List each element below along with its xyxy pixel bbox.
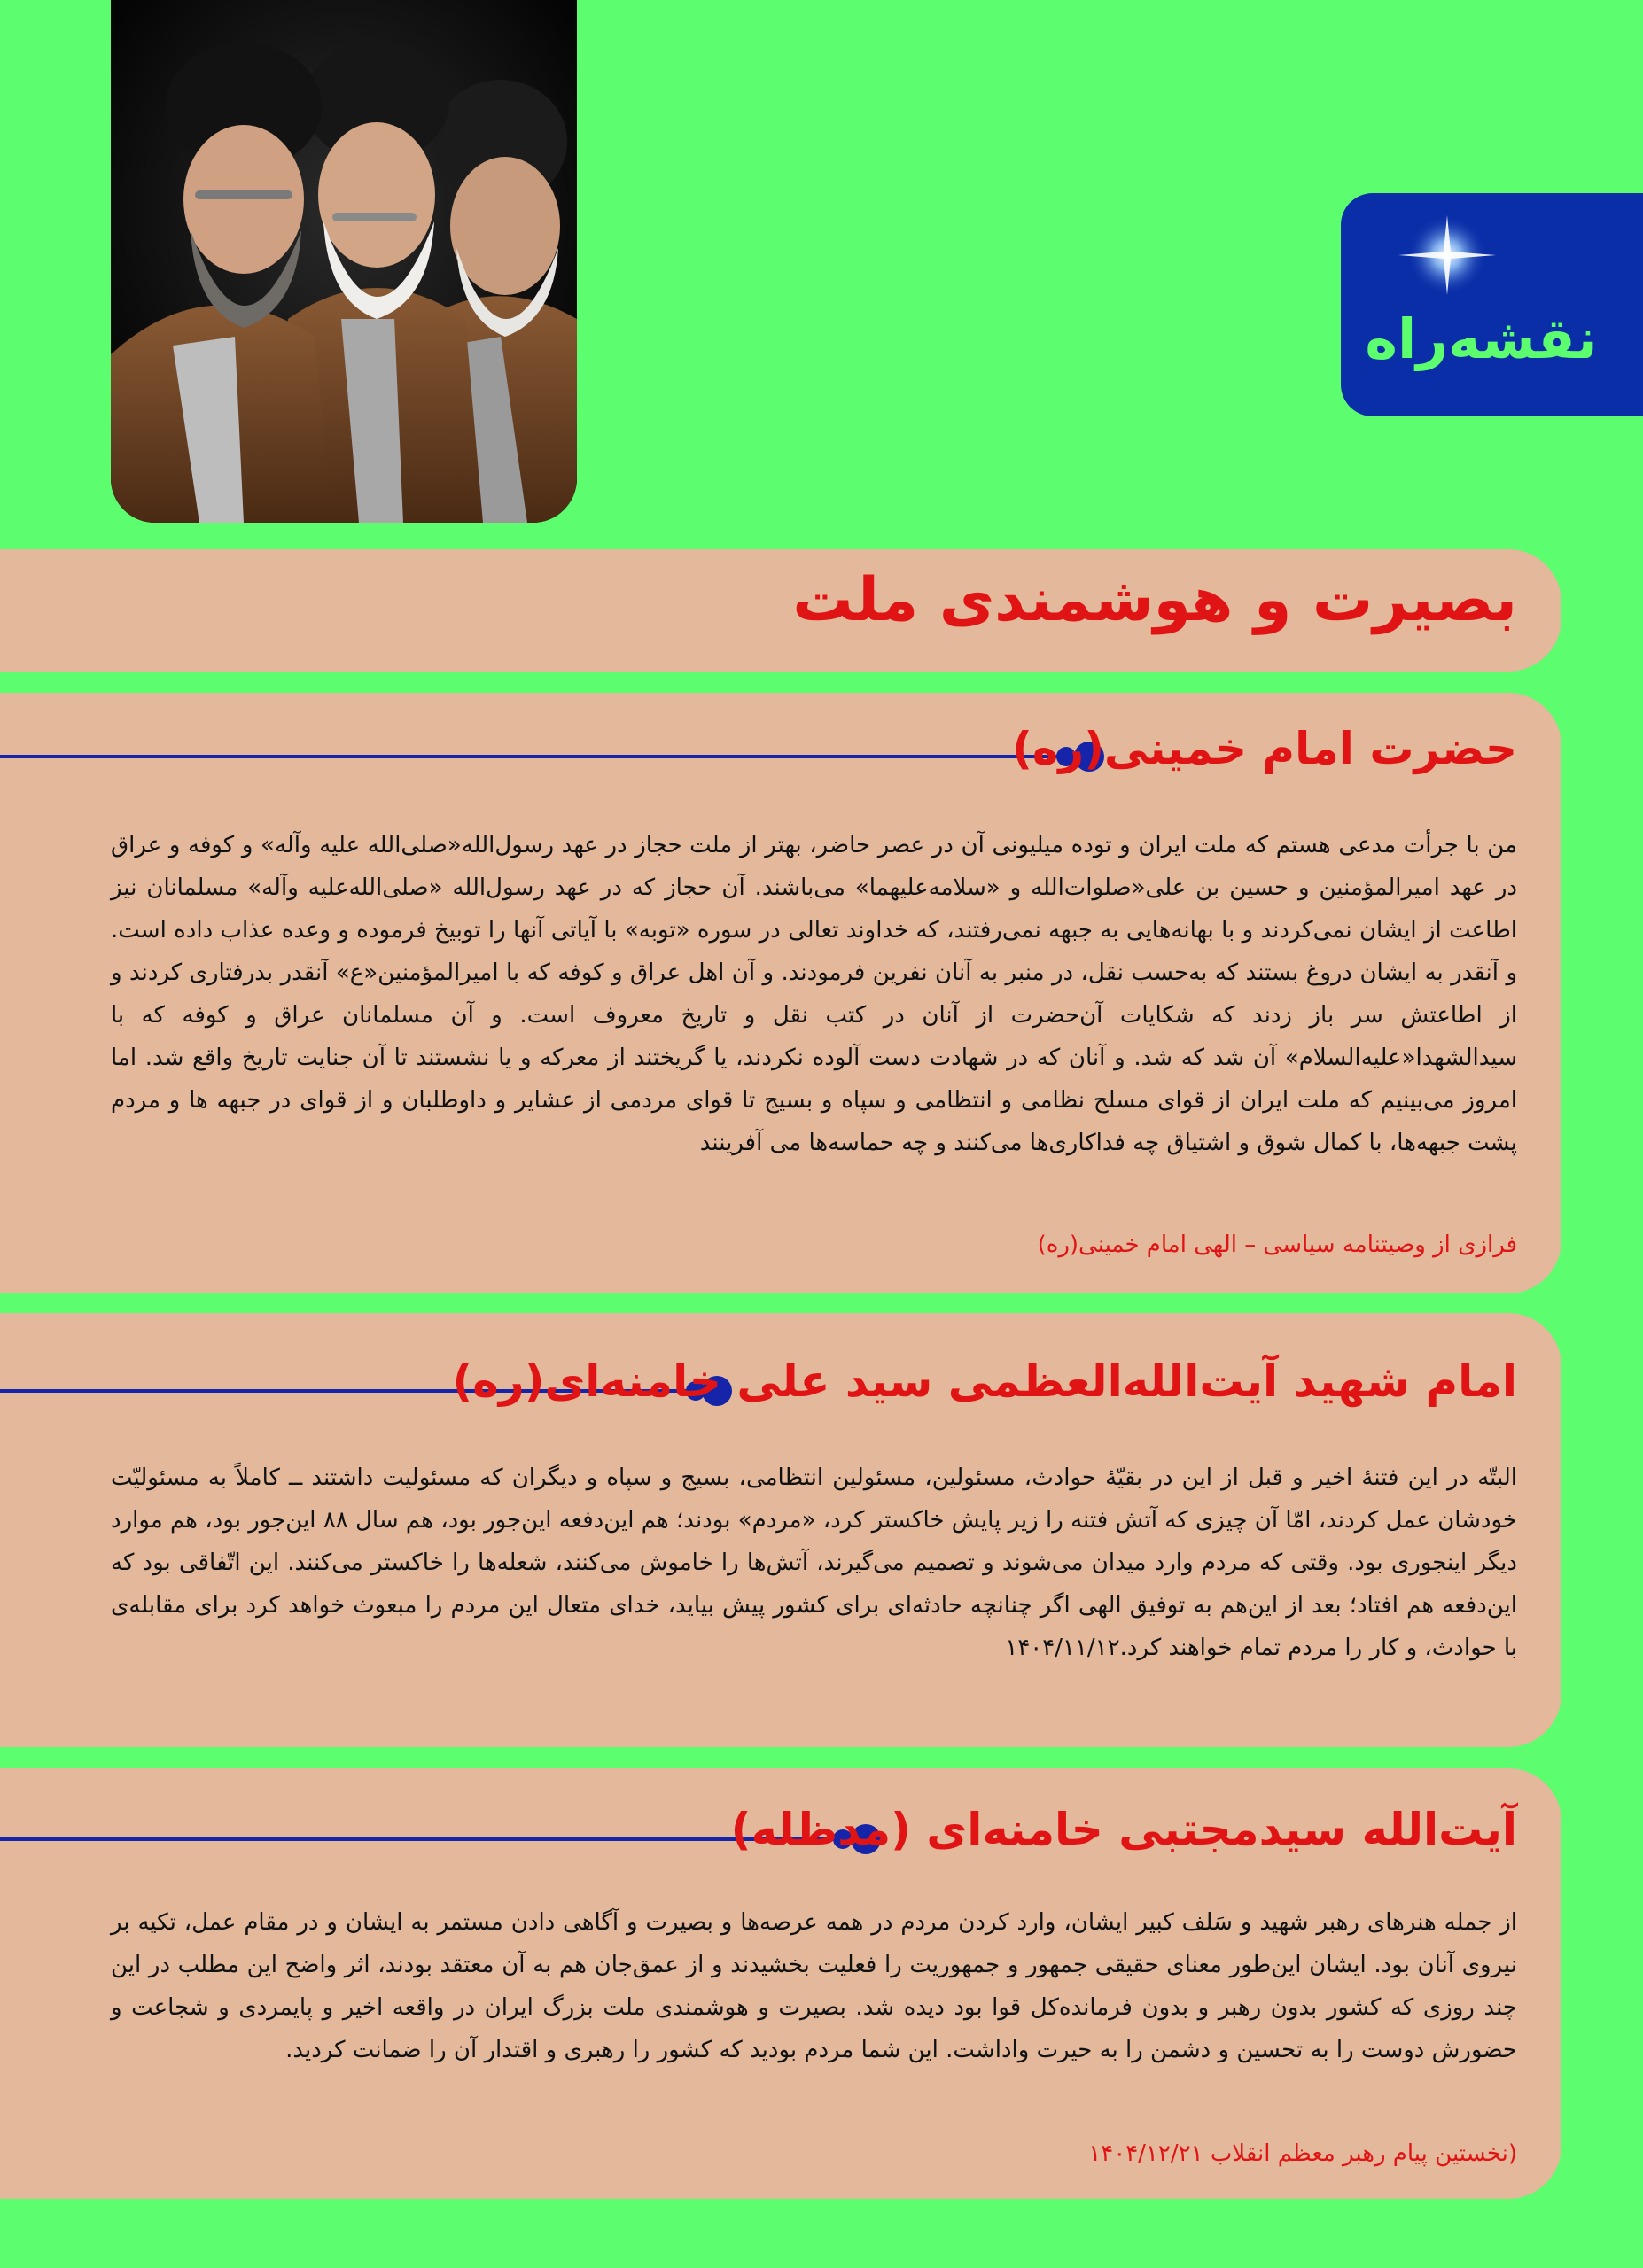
section-heading-row xyxy=(0,1313,1561,1419)
section-heading: امام شهید آیت‌الله‌العظمی سید علی خامنه‌ای(ره) xyxy=(452,1355,1517,1407)
badge-label: نقشه‌راه xyxy=(1365,307,1598,371)
section-heading: حضرت امام خمینی(ره) xyxy=(1012,723,1517,774)
heading-line xyxy=(0,755,1081,758)
section-khamenei xyxy=(0,1313,1561,1747)
section-body: البتّه در این فتنهٔ اخیر و قبل از این در بقیّهٔ حوادث، مسئولین، مسئولین انتظامی، بسیج و سپاه و دیگران که مسئولیت داشتند ــ کاملاً به مسئولیّت خودشان عمل کردند، امّا آن چیزی که آتش فتنه را زیر پایش خاکستر کرد، «مردم» بودند؛ هم این‌دفعه این‌جور بود، هم سال ۸۸ این‌جور بود، هم موارد دیگر اینجوری بود. وقتی که مردم وارد میدان می‌شوند و تصمیم می‌گیرند، آتش‌ها را خاموش می‌کنند، شعله‌ها را خاکستر می‌کنند. این اتّفاقی بود که این‌دفعه هم افتاد؛ بعد از این‌هم به توفیق الهی اگر چنانچه حادثه‌ای برای کشور پیش بیاید، خدای متعال این مردم را مبعوث خواهد کرد برای مقابله‌ی با حوادث، و کار را مردم تمام خواهند کرد.۱۴۰۴/۱۱/۱۲ xyxy=(111,1464,1517,1661)
section-heading-row xyxy=(0,693,1561,799)
portrait-image xyxy=(111,0,577,523)
sparkle-icon xyxy=(1394,211,1500,299)
section-body: من با جرأت مدعی هستم که ملت ایران و توده میلیونی آن در عصر حاضر، بهتر از ملت حجاز در عهد رسول‌الله«صلی‌الله علیه وآله» و کوفه و عراق در عهد امیرالمؤمنین و حسین بن علی«صلوات‌الله و «سلامه‌علیهما» می‌باشند. آن حجاز که در عهد رسول‌الله «صلی‌الله‌علیه وآله» مسلمانان نیز اطاعت از ایشان نمی‌کردند و با بهانه‌هایی به جبهه نمی‌رفتند، که خداوند تعالی در سوره «توبه» با آیاتی آنها را توبیخ فرموده و وعده عذاب داده است. و آنقدر به ایشان دروغ بستند که به‌حسب نقل، در منبر به آنان نفرین فرمودند. و آن اهل عراق و کوفه که با امیرالمؤمنین«ع» آنقدر بدرفتاری کردند و از اطاعتش سر باز زدند که شکایات آن‌حضرت از آنان در کتب نقل و تاریخ معروف است. و آن مسلمانان عراق و کوفه که با سیدالشهدا«علیه‌السلام» آن شد که شد. و آنان که در شهادت دست آلوده نکردند، یا گریختند از معرکه و یا نشستند تا آن جنایت تاریخ واقع شد. اما امروز می‌بینیم که ملت ایران از قوای مسلح نظامی و انتظامی و سپاه و بسیج تا قوای مردمی از عشایر و داوطلبان و از قوای در جبهه ها و مردم پشت جبهه‌ها، با کمال شوق و اشتیاق چه فداکاری‌ها می‌کنند و چه حماسه‌ها می آفرینند xyxy=(111,832,1517,1156)
heading-line xyxy=(0,1837,856,1841)
title-panel xyxy=(0,549,1561,672)
section-source: (نخستین پیام رهبر معظم انقلاب ۱۴۰۴/۱۲/۲۱ xyxy=(1088,2140,1517,2167)
section-khomeini xyxy=(0,693,1561,1293)
roadmap-badge xyxy=(1341,193,1643,416)
section-heading: آیت‌الله سیدمجتبی خامنه‌ای (مدظله) xyxy=(730,1804,1517,1855)
page-title: بصیرت و هوشمندی ملت xyxy=(792,565,1517,635)
section-source: فرازی از وصیتنامه سیاسی – الهی امام خمینی(ره) xyxy=(1037,1231,1517,1258)
section-body: از جمله هنرهای رهبر شهید و سَلف کبیر ایشان، وارد کردن مردم در همه عرصه‌ها و بصیرت و آگاهی دادن مستمر به ایشان و در مقام عمل، تکیه بر نیروی آنان بود. ایشان این‌طور معنای حقیقی جمهور و جمهوریت را فعلیت بخشیدند و از عمق‌جان هم به آن معتقد بودند، اثر واضح این مطلب در این چند روزی که کشور بدون رهبر و بدون فرمانده‌کل قوا بود دیده شد. بصیرت و هوشمندی ملت بزرگ ایران در واقعه اخیر و پایمردی و شجاعت و حضورش دوست را به تحسین و دشمن را به حیرت واداشت. این شما مردم بودید که کشور را رهبری و اقتدار آن را ضمانت کردید. xyxy=(111,1909,1517,2063)
section-mojtaba xyxy=(0,1768,1561,2199)
section-heading-row xyxy=(0,1768,1561,1875)
